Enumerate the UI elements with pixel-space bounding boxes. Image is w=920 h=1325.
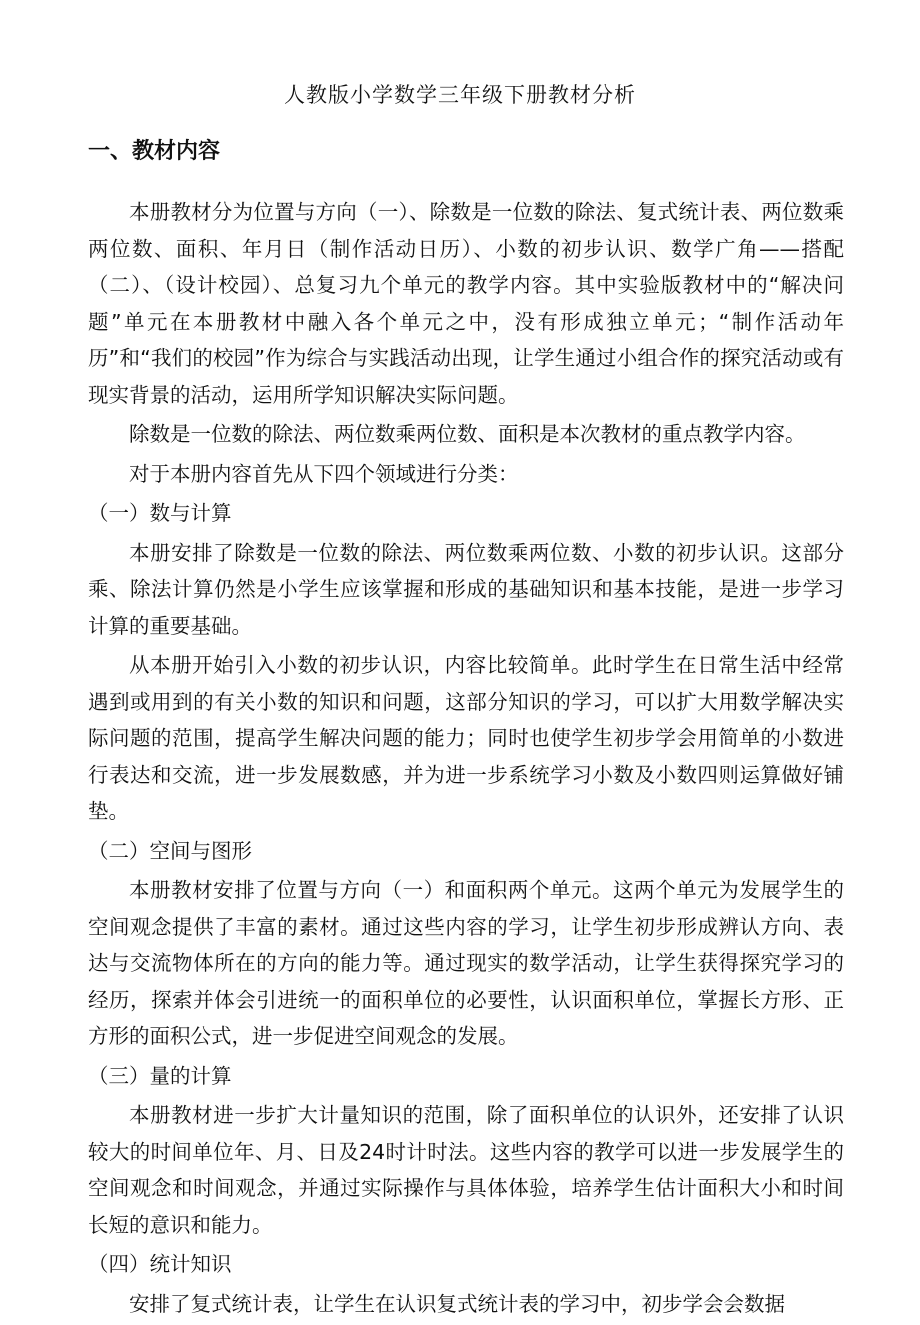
- subsection-heading: （三）量的计算: [88, 1063, 232, 1088]
- paragraph: 安排了复式统计表，让学生在认识复式统计表的学习中，初步学会会数据: [129, 1291, 785, 1316]
- subsection-heading: （四）统计知识: [88, 1252, 232, 1276]
- subsection-heading: （一）数与计算: [88, 501, 232, 525]
- subsection-heading: （二）空间与图形: [88, 838, 252, 863]
- section-heading: 一、教材内容: [88, 139, 221, 164]
- paragraph: 本册安排了除数是一位数的除法、两位数乘两位数、小数的初步认识。这部分乘、除法计算仍然是小学生应该掌握和形成的基础知识和基本技能，是进一步学习计算的重要基础。: [88, 540, 844, 638]
- document-body: [88, 194, 844, 1325]
- paragraph: 本册教材进一步扩大计量知识的范围，除了面积单位的认识外，还安排了认识较大的时间单位年、月、日及24时计时法。这些内容的教学可以进一步发展学生的空间观念和时间观念，并通过实际操作与具体体验，培养学生估计面积大小和时间长短的意识和能力。: [88, 1103, 844, 1237]
- paragraph: 从本册开始引入小数的初步认识，内容比较简单。此时学生在日常生活中经常遇到或用到的有关小数的知识和问题，这部分知识的学习，可以扩大用数学解决实际问题的范围，提高学生解决问题的能力；同时也使学生初步学会用简单的小数进行表达和交流，进一步发展数感，并为进一步系统学习小数及小数四则运算做好铺垫。: [88, 653, 844, 823]
- paragraph: 除数是一位数的除法、两位数乘两位数、面积是本次教材的重点教学内容。: [129, 422, 806, 446]
- document-title: 人教版小学数学三年级下册教材分析: [284, 83, 636, 107]
- paragraph: 本册教材分为位置与方向（一）、除数是一位数的除法、复式统计表、两位数乘两位数、面积、年月日（制作活动日历）、小数的初步认识、数学广角——搭配（二）、（设计校园）、总复习九个单元的教学内容。其中实验版教材中的“解决问题”单元在本册教材中融入各个单元之中，没有形成独立单元；“制作活动年历”和“我们的校园”作为综合与实践活动出现，让学生通过小组合作的探究活动或有现实背景的活动，运用所学知识解决实际问题。: [88, 200, 844, 407]
- paragraph: 本册教材安排了位置与方向（一）和面积两个单元。这两个单元为发展学生的空间观念提供了丰富的素材。通过这些内容的学习，让学生初步形成辨认方向、表达与交流物体所在的方向的能力等。通过现实的数学活动，让学生获得探究学习的经历，探索并体会引进统一的面积单位的必要性，认识面积单位，掌握长方形、正方形的面积公式，进一步促进空间观念的发展。: [88, 878, 844, 1048]
- paragraph: 对于本册内容首先从下四个领域进行分类：: [129, 461, 519, 486]
